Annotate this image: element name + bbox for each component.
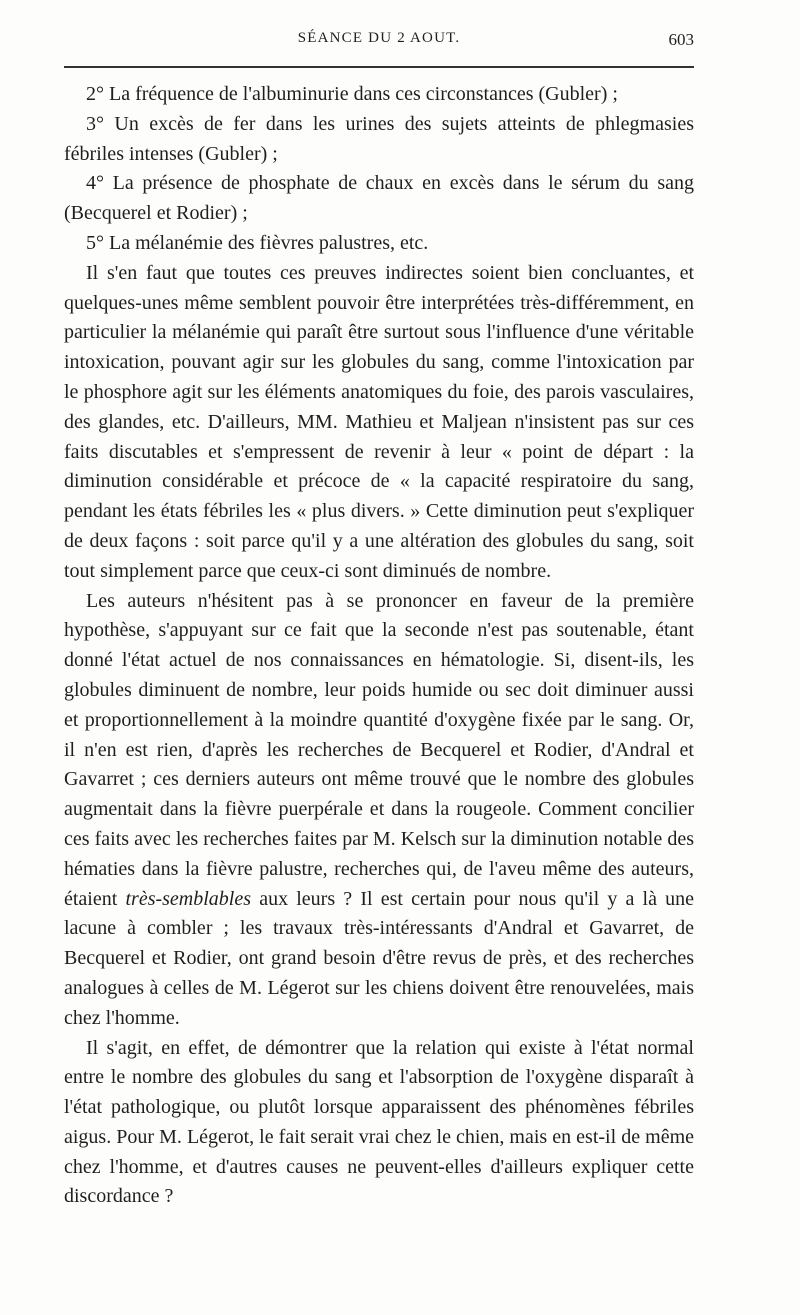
- header-rule: [64, 66, 694, 68]
- paragraph: Il s'en faut que toutes ces preuves indirectes soient bien concluantes, et quelques-unes même semblent pouvoir être interprétées très-différemment, en particulier la mélanémie qui paraît être surtout sous l'influence d'une véritable intoxication, pouvant agir sur les globules du sang, comme l'intoxication par le phosphore agit sur les éléments anatomiques du foie, des parois vasculaires, des glandes, etc. D'ailleurs, MM. Mathieu et Maljean n'insistent pas sur ces faits discutables et s'empressent de revenir à leur « point de départ : la diminution considérable et précoce de « la capacité respiratoire du sang, pendant les états fébriles les « plus divers. » Cette diminution peut s'expliquer de deux façons : soit parce qu'il y a une altération des globules du sang, soit tout simplement parce que ceux-ci sont diminués de nombre.: [64, 261, 694, 582]
- list-item-2: 2° La fréquence de l'albuminurie dans ces circonstances (Gubler) ;: [86, 83, 618, 105]
- list-item-4: 4° La présence de phosphate de chaux en excès dans le sérum du sang (Becquerel et Rodier) ;: [64, 172, 694, 225]
- body-text: [64, 80, 694, 1212]
- paragraph-text: Les auteurs n'hésitent pas à se prononcer en faveur de la première hypothèse, s'appuyant sur ce fait que la seconde n'est pas soutenable, étant donné l'état actuel de nos connaissances en hématologie. Si, disent-ils, les globules diminuent de nombre, leur poids humide ou sec doit diminuer aussi et proportionnellement à la moindre quantité d'oxygène fixée par le sang. Or, il n'en est rien, d'après les recherches de Becquerel et Rodier, d'Andral et Gavarret ; ces derniers auteurs ont même trouvé que le nombre des globules augmentait dans la fièvre puerpérale et dans la rougeole. Comment concilier ces faits avec les recherches faites par M. Kelsch sur la diminution notable des hématies dans la fièvre palustre, recherches qui, de l'aveu même des auteurs, étaient: [64, 589, 694, 910]
- paragraph-hypothesis: [64, 587, 694, 1034]
- paragraph-text-continued: aux leurs ? Il est certain pour nous qu'il y a là une lacune à combler ; les travaux très-intéressants d'Andral et Gavarret, de Becquerel et Rodier, ont grand besoin d'être revus de près, et des recherches analogues à celles de M. Légerot sur les chiens doivent être renouvelées, mais chez l'homme.: [64, 887, 695, 1029]
- paragraph: Il s'agit, en effet, de démontrer que la relation qui existe à l'état normal entre le nombre des globules du sang et l'absorption de l'oxygène disparaît à l'état pathologique, ou plutôt lorsque apparaissent des phénomènes fébriles aigus. Pour M. Légerot, le fait serait vrai chez le chien, mais en est-il de même chez l'homme, et d'autres causes ne peuvent-elles d'ailleurs expliquer cette discordance ?: [64, 1036, 694, 1208]
- page-number: 603: [668, 30, 694, 49]
- list-item-5: 5° La mélanémie des fièvres palustres, etc.: [86, 231, 429, 254]
- italic-phrase: très-semblables: [125, 887, 252, 910]
- list-item-3: 3° Un excès de fer dans les urines des sujets atteints de phlegmasies fébriles intenses (Gubler) ;: [64, 112, 694, 165]
- running-head: [64, 30, 694, 52]
- running-title: SÉANCE DU 2 AOUT.: [297, 30, 461, 46]
